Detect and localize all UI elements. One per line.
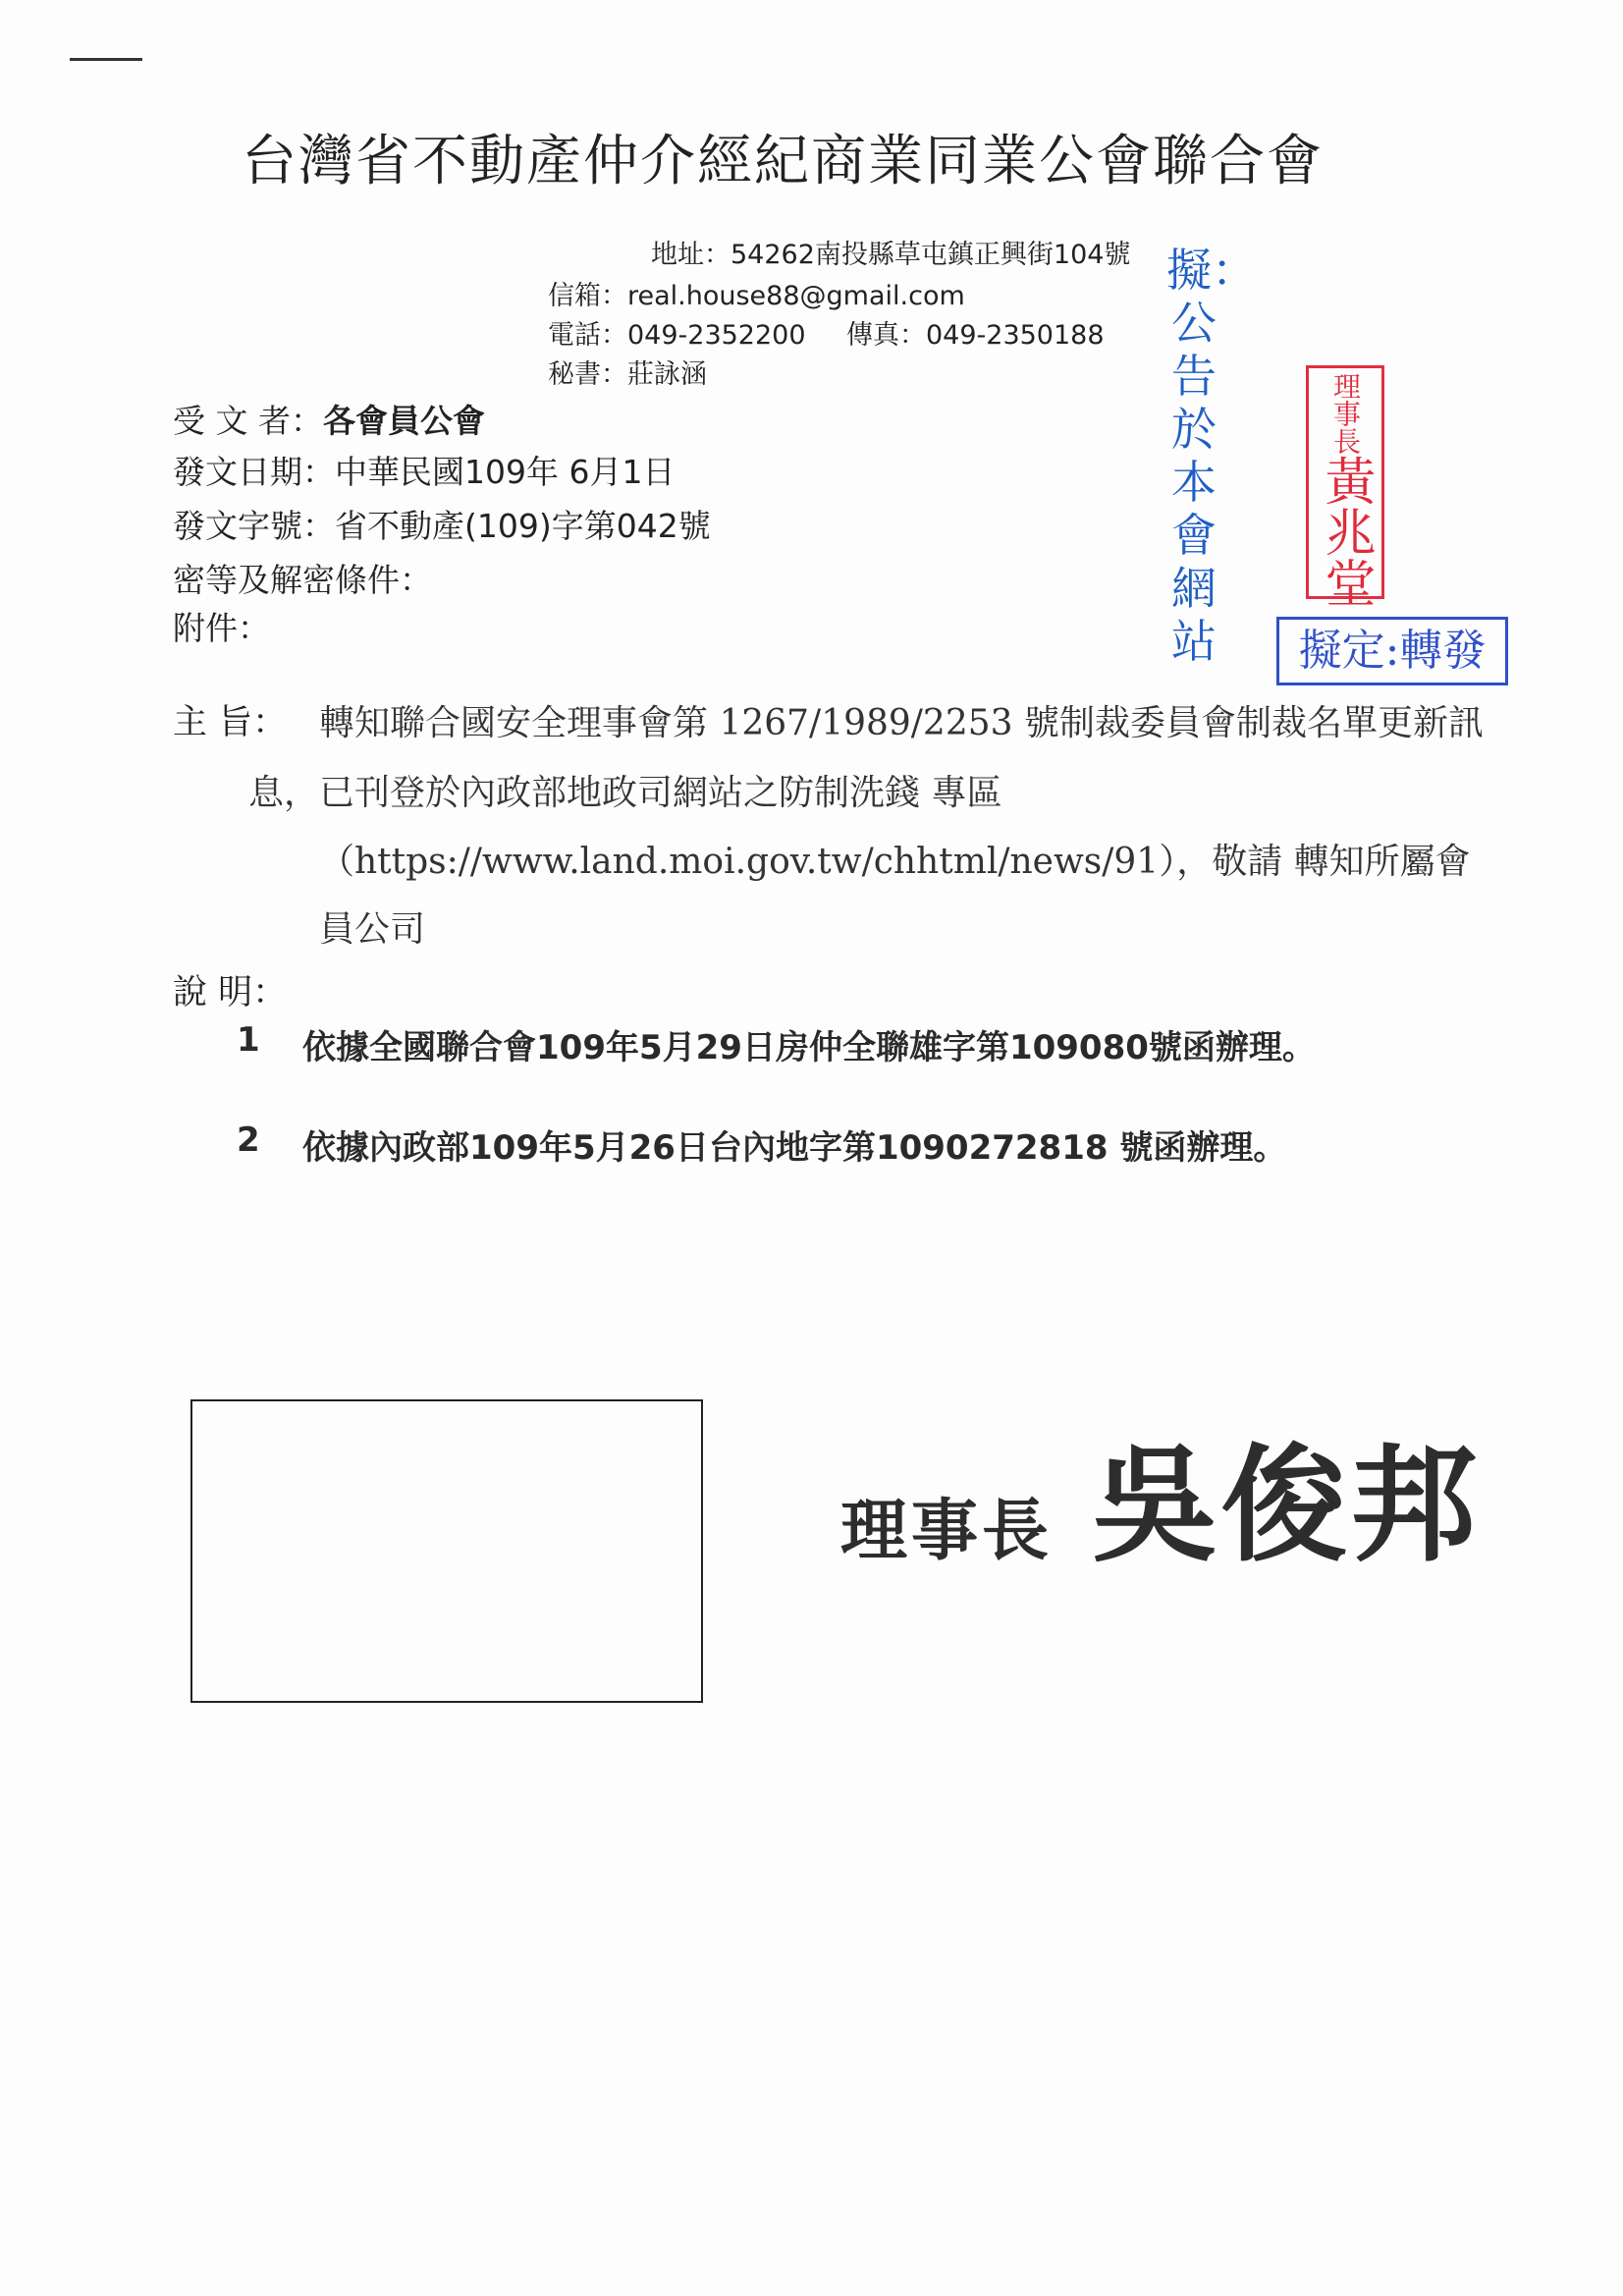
seal-box (190, 1399, 703, 1703)
secretary: 秘書：莊詠涵 (548, 359, 707, 390)
subject-line-4: 員公司 (319, 909, 426, 950)
explanation-number: 1 (237, 1020, 260, 1060)
recipient: 各會員公會 (322, 402, 485, 440)
explanation-number: 2 (237, 1121, 260, 1160)
subject-line-3: （https://www.land.moi.gov.tw/chhtml/news/91），敬請 轉知所屬會 (319, 842, 1471, 882)
forward-stamp: 擬定:轉發 (1276, 617, 1508, 685)
document-number: 發文字號：省不動產(109)字第042號 (173, 507, 711, 545)
chairman-seal (1306, 365, 1384, 608)
fax: 傳真：049-2350188 (846, 320, 1105, 351)
issue-date: 發文日期：中華民國109年 6月1日 (173, 453, 676, 491)
subject-label: 主 旨： (173, 703, 288, 742)
address: 地址：54262南投縣草屯鎮正興街104號 (651, 240, 1131, 270)
explanation-item: 依據全國聯合會109年5月29日房仲全聯雄字第109080號函辦理。 (302, 1028, 1316, 1067)
seal-name: 黃兆堂 (1316, 455, 1375, 608)
recipient-row (173, 396, 485, 442)
approval-note-stamp: 擬：公告於本會網站 (1166, 244, 1257, 668)
recipient-label: 受 文 者： (173, 402, 323, 440)
attachment: 附件： (173, 609, 270, 647)
phone: 電話：049-2352200 (548, 320, 806, 351)
explanation-label: 說 明： (173, 973, 288, 1012)
security-level: 密等及解密條件： (173, 561, 432, 599)
explanation-item: 依據內政部109年5月26日台內地字第1090272818 號函辦理。 (302, 1128, 1287, 1168)
subject-line-1: 轉知聯合國安全理事會第 1267/1989/2253 號制裁委員會制裁名單更新訊 (319, 703, 1484, 743)
signature-title: 理事長 (840, 1493, 1054, 1570)
signature-name: 吳俊邦 (1092, 1433, 1482, 1579)
document-title: 台灣省不動產仲介經紀商業同業公會聯合會 (242, 130, 1324, 193)
email: 信箱：real.house88@gmail.com (548, 281, 965, 311)
subject-line-2: 息，已刊登於內政部地政司網站之防制洗錢 專區 (248, 773, 1002, 813)
seal-small-text: 理事長 (1329, 372, 1362, 455)
header-rule (70, 58, 142, 61)
